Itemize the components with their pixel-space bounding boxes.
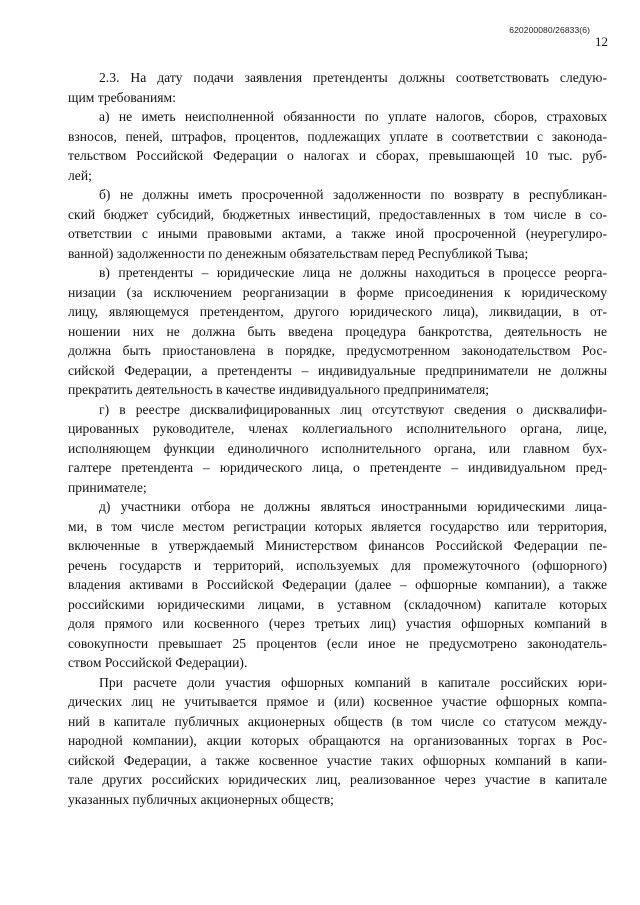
text-line: должна быть приостановлена в порядке, предусмотренном законодательством Рос- (68, 343, 607, 358)
text-line: ответствии с иными правовыми актами, а также иной просроченной (неурегулиро- (68, 226, 607, 241)
text-line: народной компании), акции которых обращаются на организованных торгах в Рос- (68, 733, 607, 748)
page-number: 12 (595, 34, 608, 49)
text-line: г) в реестре дисквалифицированных лиц отсутствуют сведения о дисквалифи- (99, 401, 607, 417)
text-line: сийской Федерации, а также косвенное участие таких офшорных компаний в капи- (68, 752, 607, 768)
text-line: лей; (68, 167, 92, 183)
text-line: 2.3. На дату подачи заявления претенденты должны соответствовать следую- (99, 70, 607, 85)
text-line: речень государств и территорий, используемых для промежуточного (офшорного) (68, 557, 607, 573)
paragraph-1 (68, 68, 607, 107)
text-line: а) не иметь неисполненной обязанности по уплате налогов, сборов, страховых (99, 109, 607, 124)
text-line: сийской Федерации, а претенденты – индивидуальные предприниматели не должны (68, 362, 607, 378)
text-line: владения активами в Российской Федерации (далее – офшорные компании), а также (68, 577, 607, 592)
document-body (68, 68, 607, 809)
text-line: ми, в том числе местом регистрации которых является государство или территория, (68, 518, 607, 534)
text-line: лицу, являющемуся претендентом, другого юридического лица), ликвидации, в от- (68, 304, 607, 319)
text-line: низации (за исключением реорганизации в форме присоединения к юридическому (68, 284, 607, 300)
text-line: указанных публичных акционерных обществ; (68, 791, 334, 807)
text-line: При расчете доли участия офшорных компаний в капитале российских юри- (99, 674, 607, 690)
text-line: цированных руководителе, членах коллегиального исполнительного органа, лице, (68, 421, 607, 436)
text-line: включенные в утверждаемый Министерством финансов Российской Федерации пе- (68, 538, 607, 553)
document-id: 620200080/26833(6) (509, 25, 590, 35)
text-line: принимателе; (68, 479, 147, 495)
paragraph-2 (68, 107, 607, 185)
text-line: российскими юридическими лицами, в уставном (складочном) капитале которых (68, 596, 607, 612)
text-line: исполняющем функции единоличного исполнительного органа, или главном бух- (68, 440, 607, 456)
paragraph-6 (68, 497, 607, 673)
text-line: ванной) задолженности по денежным обязательствам перед Республикой Тыва; (68, 245, 529, 261)
text-line: тале других российских юридических лиц, реализованное через участие в капитале (68, 772, 607, 787)
paragraph-3 (68, 185, 607, 263)
text-line: ний в капитале публичных акционерных обществ (в том числе со статусом между- (68, 713, 607, 729)
text-line: щим требованиям: (68, 89, 176, 105)
text-line: ский бюджет субсидий, бюджетных инвестиций, предоставленных в том числе в со- (68, 206, 607, 222)
paragraph-4 (68, 263, 607, 400)
text-line: совокупности превышает 25 процентов (если иное не предусмотрено законодатель- (68, 635, 607, 651)
text-line: ношении них не должна быть введена процедура банкротства, деятельность не (68, 323, 607, 339)
text-line: ством Российской Федерации). (68, 655, 248, 670)
text-line: тельством Российской Федерации о налогах и сборах, превышающей 10 тыс. руб- (68, 148, 607, 163)
text-line: дических лиц не учитывается прямое и (или) косвенное участие офшорных компа- (68, 694, 607, 709)
text-line: взносов, пеней, штрафов, процентов, подлежащих уплате в соответствии с законода- (68, 128, 607, 144)
text-line: б) не должны иметь просроченной задолженности по возврату в республикан- (99, 187, 607, 202)
text-line: доля прямого или косвенного (через третьих лиц) участия офшорных компаний в (68, 616, 607, 631)
text-line: галтере претендента – юридического лица, о претенденте – индивидуальном пред- (68, 460, 607, 475)
text-line: в) претенденты – юридические лица не должны находиться в процессе реорга- (99, 265, 607, 280)
paragraph-7 (68, 673, 607, 810)
paragraph-5 (68, 400, 607, 498)
text-line: д) участники отбора не должны являться иностранными юридическими лица- (99, 499, 607, 514)
text-line: прекратить деятельность в качестве индивидуального предпринимателя; (68, 382, 490, 397)
